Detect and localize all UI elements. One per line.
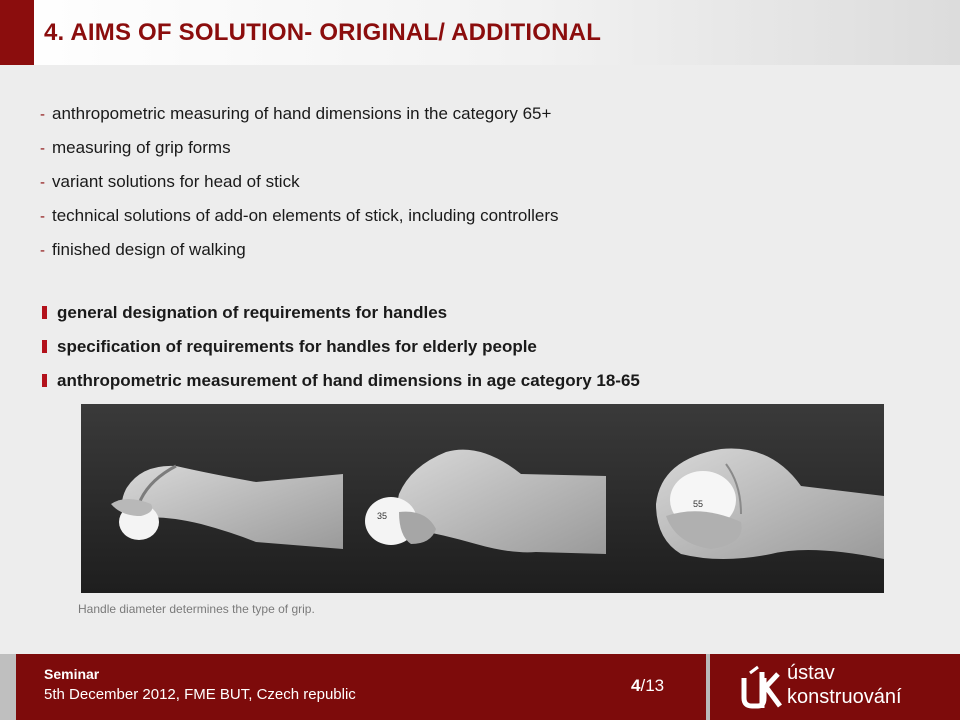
list-item-text: general designation of requirements for handles	[57, 303, 448, 322]
square-bullet-icon	[42, 374, 47, 387]
slide-footer	[0, 654, 960, 720]
list-item	[42, 299, 640, 333]
footer-grey-stripe	[0, 654, 16, 720]
header-accent-stripe	[0, 0, 34, 65]
list-item-text: finished design of walking	[52, 240, 246, 259]
slide-title: 4. AIMS OF SOLUTION- ORIGINAL/ ADDITIONAL	[44, 19, 602, 46]
list-item-text: measuring of grip forms	[52, 138, 231, 157]
dash-bullet-icon: -	[40, 140, 45, 157]
logo-text-line2: konstruování	[787, 686, 902, 708]
list-item-text: specification of requirements for handles for elderly people	[57, 337, 537, 356]
list-item	[40, 100, 559, 134]
square-bullet-icon	[42, 340, 47, 353]
photo-panel-1	[81, 404, 343, 593]
ball-label-2: 55	[693, 499, 704, 509]
dash-bullet-icon: -	[40, 174, 45, 191]
footer-subtitle: 5th December 2012, FME BUT, Czech republic	[44, 686, 356, 703]
footer-separator	[706, 654, 710, 720]
square-bullet-icon	[42, 306, 47, 319]
page-number	[631, 676, 664, 696]
list-item-text: variant solutions for head of stick	[52, 172, 300, 191]
photo-panel-3	[606, 404, 884, 593]
list-item-text: anthropometric measurement of hand dimensions in age category 18-65	[57, 371, 640, 390]
grip-photo-strip	[81, 404, 884, 593]
list-item	[42, 367, 640, 401]
dash-bullet-icon: -	[40, 106, 45, 123]
list-item	[40, 134, 559, 168]
grip-photos-illustration	[81, 404, 884, 593]
dash-bullet-icon: -	[40, 208, 45, 225]
dash-bullet-icon: -	[40, 242, 45, 259]
footer-title: Seminar	[44, 666, 100, 682]
page-total: /13	[640, 676, 665, 695]
page-current: 4	[631, 676, 641, 695]
ball-label-1: 35	[377, 511, 388, 521]
institute-logo-icon	[738, 664, 782, 710]
photo-panel-2	[343, 404, 606, 593]
list-item-text: anthropometric measuring of hand dimensions in the category 65+	[52, 104, 552, 123]
slide-header	[0, 0, 960, 65]
list-item-text: technical solutions of add-on elements of stick, including controllers	[52, 206, 559, 225]
list-item	[40, 168, 559, 202]
logo-text-line1: ústav	[787, 662, 835, 684]
photo-caption: Handle diameter determines the type of grip.	[78, 602, 315, 616]
list-item	[40, 236, 559, 270]
dash-bullet-list	[40, 100, 559, 270]
list-item	[40, 202, 559, 236]
list-item	[42, 333, 640, 367]
bold-bullet-list	[42, 299, 640, 401]
